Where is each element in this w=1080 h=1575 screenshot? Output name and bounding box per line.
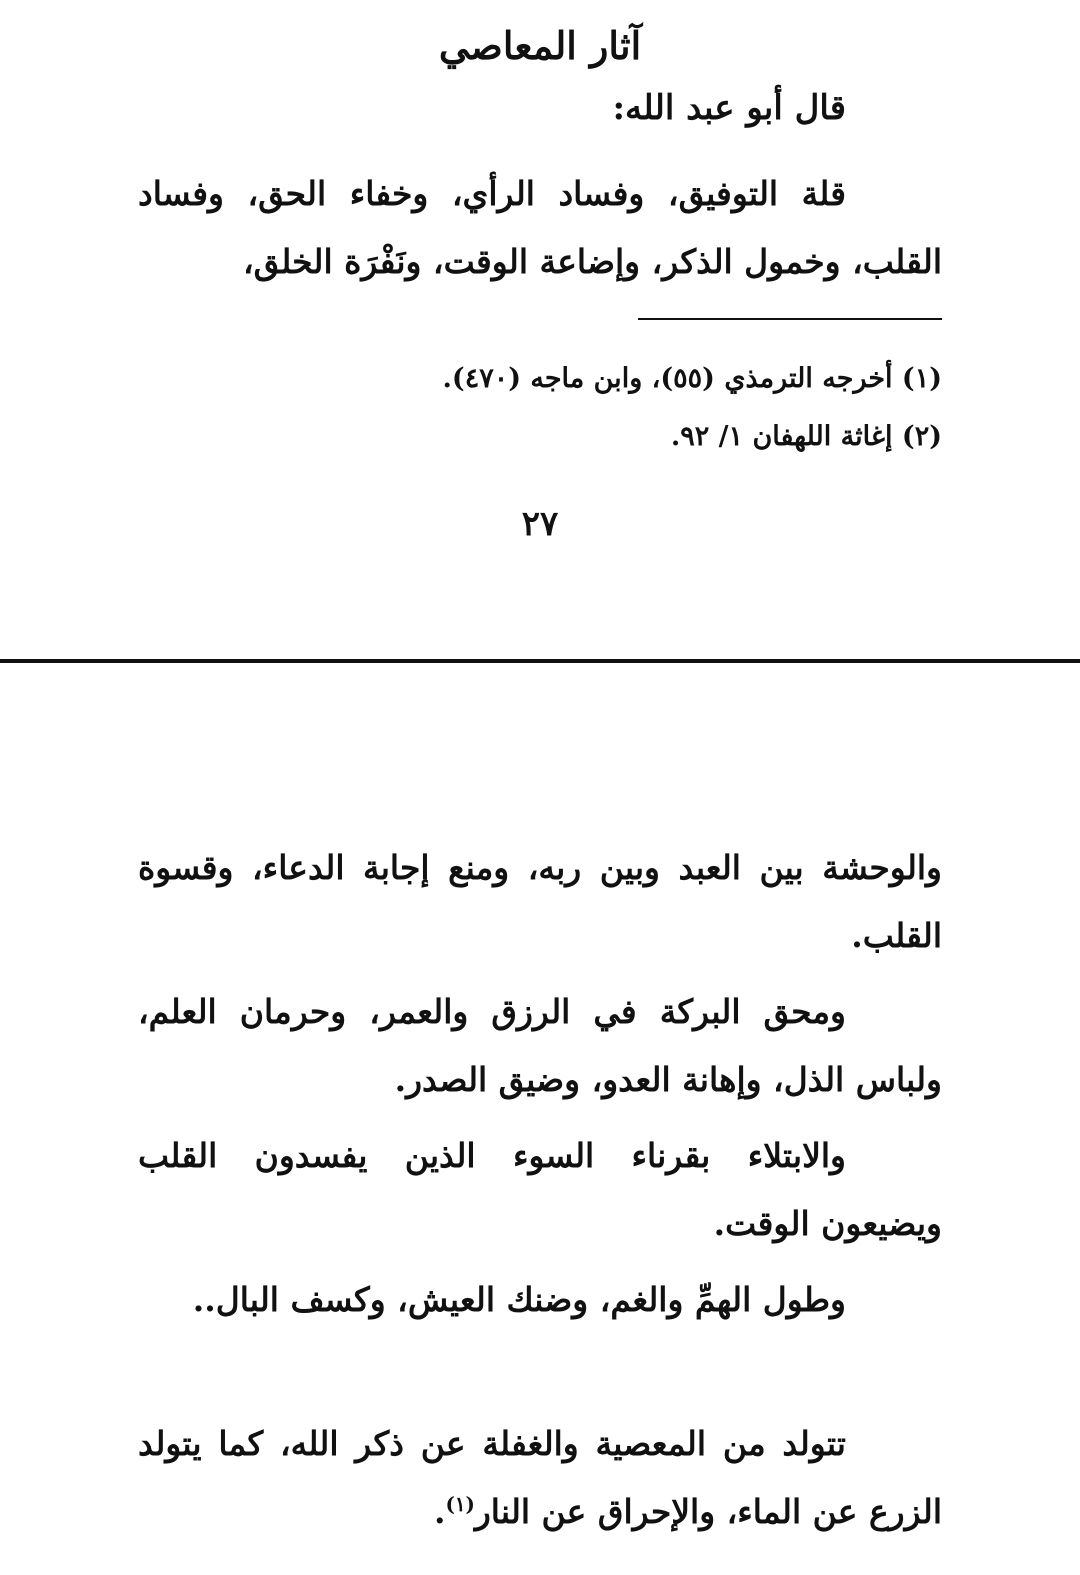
footnote-rule <box>638 318 942 320</box>
paragraph: ومحق البركة في الرزق والعمر، وحرمان العلم، ولباس الذل، وإهانة العدو، وضيق الصدر. <box>138 992 942 1099</box>
paragraph-with-footnote <box>138 1410 942 1546</box>
lead-line: قال أبو عبد الله: <box>612 88 846 128</box>
paragraph-text: تتولد من المعصية والغفلة عن ذكر الله، كما يتولد الزرع عن الماء، والإحراق عن النار <box>138 1424 942 1531</box>
footnote-2: (٢) إغاثة اللهفان ١/ ٩٢. <box>670 421 942 452</box>
terminator: . <box>434 1492 446 1531</box>
footnotes <box>138 350 942 466</box>
page-separator <box>0 659 1080 663</box>
paragraph: والوحشة بين العبد وبين ربه، ومنع إجابة الدعاء، وقسوة القلب. <box>138 848 942 955</box>
paragraph: والابتلاء بقرناء السوء الذين يفسدون القلب ويضيعون الوقت. <box>138 1136 942 1243</box>
running-head: آثار المعاصي <box>438 23 642 68</box>
paragraph: قلة التوفيق، وفساد الرأي، وخفاء الحق، وفساد القلب، وخمول الذكر، وإضاعة الوقت، ونَفْرَة الخلق، <box>138 174 942 281</box>
page-number: ٢٧ <box>521 504 559 544</box>
paragraph: وطول الهمِّ والغم، وضنك العيش، وكسف البال.. <box>192 1280 846 1319</box>
footnote-marker: (١) <box>445 1492 475 1516</box>
top-page <box>138 0 942 660</box>
footnote-1: (١) أخرجه الترمذي (٥٥)، وابن ماجه (٤٧٠). <box>442 363 942 394</box>
bottom-page <box>138 664 942 1575</box>
